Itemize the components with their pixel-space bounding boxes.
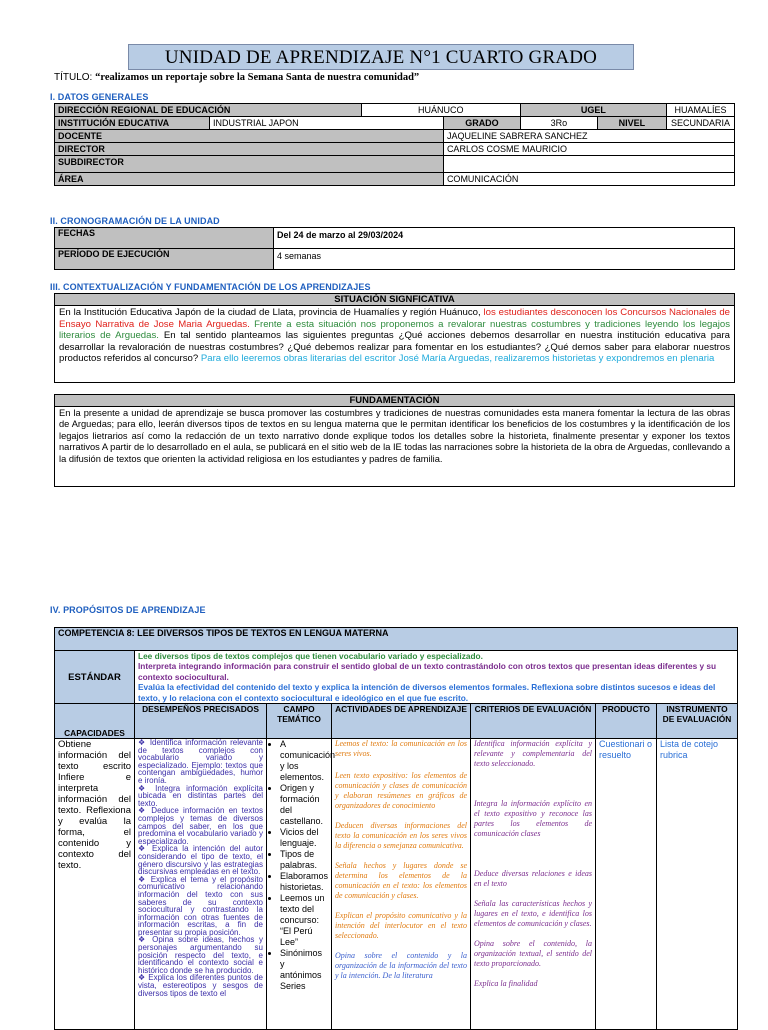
subdirector-value [443, 156, 734, 173]
col-instrumento: INSTRUMENTO DE EVALUACIÓN [657, 704, 738, 739]
section-cronogramacion: II. CRONOGRAMACIÓN DE LA UNIDAD [50, 216, 220, 226]
criterio-item: Opina sobre el contenido, la organización textual, el sentido del texto proporcionado. [474, 939, 592, 969]
estandar-line-2: Interpreta integrando información para construir el sentido global de un texto contrastándolo con otros textos que presentan ideas diferentes y su contexto sociocultural. [138, 661, 717, 682]
periodo-value: 4 semanas [274, 249, 735, 270]
ie-value: INDUSTRIAL JAPON [210, 117, 444, 130]
col-criterios: CRITERIOS DE EVALUACIÓN [471, 704, 596, 739]
campo-item: • Sinónimos y antónimos Series [280, 948, 328, 992]
campo-item: • Elaboramos historietas. [280, 871, 328, 893]
document-title [54, 72, 419, 83]
docente-label: DOCENTE [55, 130, 444, 143]
producto-cell: Cuestionari o resuelto [596, 739, 657, 1030]
director-label: DIRECTOR [55, 143, 444, 156]
area-label: ÁREA [55, 173, 444, 186]
desempeno-item: ❖ Explica los diferentes puntos de vista, estereotipos y sesgos de diversos tipos de texto el [138, 973, 263, 998]
actividad-item: Opina sobre el contenido y la organización de la información del texto y la intención. De la literatura [335, 951, 467, 981]
actividad-item: Deducen diversas informaciones del texto la comunicación en los seres vivos la diferencia o semejanza comunicativa. [335, 821, 467, 851]
situacion-heading: SITUACIÓN SIGNFICATIVA [55, 294, 734, 306]
col-capacidades: CAPACIDADES [55, 704, 135, 739]
nivel-value: SECUNDARIA [666, 117, 734, 130]
desempeno-item: ❖ Deduce información en textos complejos y temas de diversos campos del saber, en los que predomina el vocabulario variado y especializado. [138, 806, 263, 846]
desempeno-item: ❖ Identifica información relevante de textos complejos con vocabulario variado y especializado. Ejemplo: textos que contengan ambigüedades, humor e ironía. [138, 738, 263, 785]
ugel-label: UGEL [520, 104, 666, 117]
ugel-value: HUAMALÍES [666, 104, 734, 117]
estandar-line-1: Lee diversos tipos de textos complejos que tienen vocabulario variado y especializado. [138, 651, 483, 661]
actividades-cell [332, 739, 471, 1030]
criterio-item: Deduce diversas relaciones e ideas en el texto [474, 869, 592, 889]
section-datos-generales: I. DATOS GENERALES [50, 92, 149, 102]
desempeno-item: ❖ Opina sobre ideas, hechos y personajes argumentando su posición respecto del texto, e identificando el contexto social e histórico donde se ha producido. [138, 935, 263, 975]
unit-title-banner: UNIDAD DE APRENDIZAJE N°1 CUARTO GRADO [128, 44, 634, 70]
director-value: CARLOS COSME MAURICIO [443, 143, 734, 156]
ie-label: INSTITUCIÓN EDUCATIVA [55, 117, 210, 130]
criterio-item: Explica la finalidad [474, 979, 538, 989]
fechas-label: FECHAS [55, 228, 274, 249]
periodo-label: PERÍODO DE EJECUCIÓN [55, 249, 274, 270]
estandar-text [135, 651, 738, 704]
section-contextualizacion: III. CONTEXTUALIZACIÓN Y FUNDAMENTACIÓN DE LOS APRENDIZAJES [50, 282, 371, 292]
instrumento-cell: Lista de cotejo rubrica [657, 739, 738, 1030]
propositos-table [54, 627, 738, 1030]
actividad-item: Leen texto expositivo: los elementos de comunicación y clases de comunicación y elaboran resúmenes en gráficos de organizadores de conocimiento [335, 771, 467, 811]
situacion-part-1: En la Institución Educativa Japón de la ciudad de Llata, provincia de Huamalíes y región Huánuco, [59, 307, 484, 318]
fundamentacion-box [54, 394, 735, 487]
actividad-item: Explican el propósito comunicativo y la intención del interlocutor en el texto seleccionado. [335, 911, 467, 941]
col-actividades: ACTIVIDADES DE APRENDIZAJE [332, 704, 471, 739]
campo-item: • A comunicación y los elementos. [280, 739, 328, 783]
desempeno-item: ❖ Integra información explícita ubicada en distintas partes del texto. [138, 783, 263, 808]
datos-generales-table [54, 103, 735, 186]
docente-value: JAQUELINE SABRERA SANCHEZ [443, 130, 734, 143]
dre-value: HUÁNUCO [361, 104, 520, 117]
col-desempenos: DESEMPEÑOS PRECISADOS [135, 704, 267, 739]
situacion-part-4: En tal sentido planteamos las siguientes preguntas ¿Qué acciones debemos desarrollar en nuestra institución educativa para desarrollar la revaloración de nuestras costumbres? ¿Qué debemos realizar para fomentar en los estudiantes? ¿Qué demos saber para elaborar nuestros productos referidos al concurso? [59, 330, 730, 365]
fechas-value: Del 24 de marzo al 29/03/2024 [274, 228, 735, 249]
cronogramacion-table [54, 227, 735, 270]
area-value: COMUNICACIÓN [443, 173, 734, 186]
competencia-title: COMPETENCIA 8: LEE DIVERSOS TIPOS DE TEXTOS EN LENGUA MATERNA [55, 628, 738, 651]
situacion-part-5: Para ello leeremos obras literarias del escritor José María Arguedas, realizaremos historietas y expondremos en plenaria [198, 353, 715, 365]
desempeno-item: ❖ Explica la intención del autor considerando el tipo de texto, el género discursivo y las estrategias discursivas empleadas en el texto. [138, 844, 263, 877]
grado-label: GRADO [443, 117, 520, 130]
col-producto: PRODUCTO [596, 704, 657, 739]
situacion-part-2: los estudiantes desconocen los Concursos Nacionales de Ensayo Narrativa de Jose Maria Arguedas. [59, 307, 730, 330]
criterio-item: Integra la información explícito en el texto expositivo y reconoce las partes los elementos de comunicación clases [474, 799, 592, 839]
estandar-line-3: Evalúa la efectividad del contenido del texto y explica la intención de diversos elementos formales. Reflexiona sobre distintos sucesos e ideas del texto, y lo relaciona con el contexto sociocultural e ideológico en el que fue escrito. [138, 682, 716, 703]
situacion-text [55, 306, 734, 366]
desempeno-item: ❖ Explica el tema y el propósito comunicativo relacionando información del texto con sus saberes de su contexto sociocultural y contrastando la información con otras fuentes de información escritas, a fin de presentar su propia posición. [138, 874, 263, 937]
campo-item: • Leemos un texto del concurso: “El Perú Lee” [280, 893, 328, 948]
actividad-item: Señala hechos y lugares donde se determina los elementos de la comunicación en el texto: los elementos de comunicación y clases. [335, 861, 467, 901]
fundamentacion-text: En la presente a unidad de aprendizaje se busca promover las costumbres y tradiciones de nuestras comunidades esta manera fomentar la lectura de las obras de Arguedas; para ello, leerán diversos tipos de textos en su lengua materna que le permitan identificar los beneficios de los costumbres y la identificación de los legajos lietrarios así como la redacción de un texto narrativo donde explique todos los detalles sobre la historieta, finalmente presentar y exponer los textos narrativos A partir de lo desarrollado en el aula, se publicará en el sitio web de la IE todas las narraciones sobre la historieta de la obra de Arguedas, conllevando a la difusión de textos que orienten la actividad religiosa en los estudiantes y padres de familia. [59, 408, 730, 464]
fundamentacion-heading: FUNDAMENTACIÓN [55, 395, 734, 407]
grado-value: 3Ro [520, 117, 597, 130]
dre-label: DIRECCIÓN REGIONAL DE EDUCACIÓN [55, 104, 362, 117]
capacidades-cell: Obtiene información del texto escrito Infiere e interpreta información del texto. Reflexiona y evalúa la forma, el contenido y contexto del texto. [55, 739, 135, 1030]
estandar-label: ESTÁNDAR [55, 651, 135, 704]
desempenos-cell [135, 739, 267, 1030]
criterios-cell [471, 739, 596, 1030]
subdirector-label: SUBDIRECTOR [55, 156, 444, 173]
situacion-part-3: Frente a esta situación nos proponemos a revalorar nuestras costumbres y tradiciones leyendo los legajos literarios de Arguedas. [59, 318, 730, 342]
campo-cell [267, 739, 336, 1030]
situacion-significativa-box [54, 293, 735, 383]
titulo-value: “realizamos un reportaje sobre la Semana Santa de nuestra comunidad” [95, 72, 420, 83]
nivel-label: NIVEL [597, 117, 666, 130]
actividad-item: Leemos el texto: la comunicación en los seres vivos. [335, 739, 467, 759]
section-propositos: IV. PROPÓSITOS DE APRENDIZAJE [50, 605, 206, 615]
campo-item: • Origen y formación del castellano. [280, 783, 328, 827]
campo-item: • Vicios del lenguaje. [280, 827, 328, 849]
criterio-item: Identifica información explícita y relevante y complementaria del texto seleccionado. [474, 739, 592, 769]
campo-item: • Tipos de palabras. [280, 849, 328, 871]
titulo-label: TÍTULO: [54, 72, 93, 83]
col-campo: CAMPO TEMÁTICO [267, 704, 332, 739]
criterio-item: Señala las características hechos y lugares en el texto, e identifica los elementos de comunicación y clases. [474, 899, 592, 929]
